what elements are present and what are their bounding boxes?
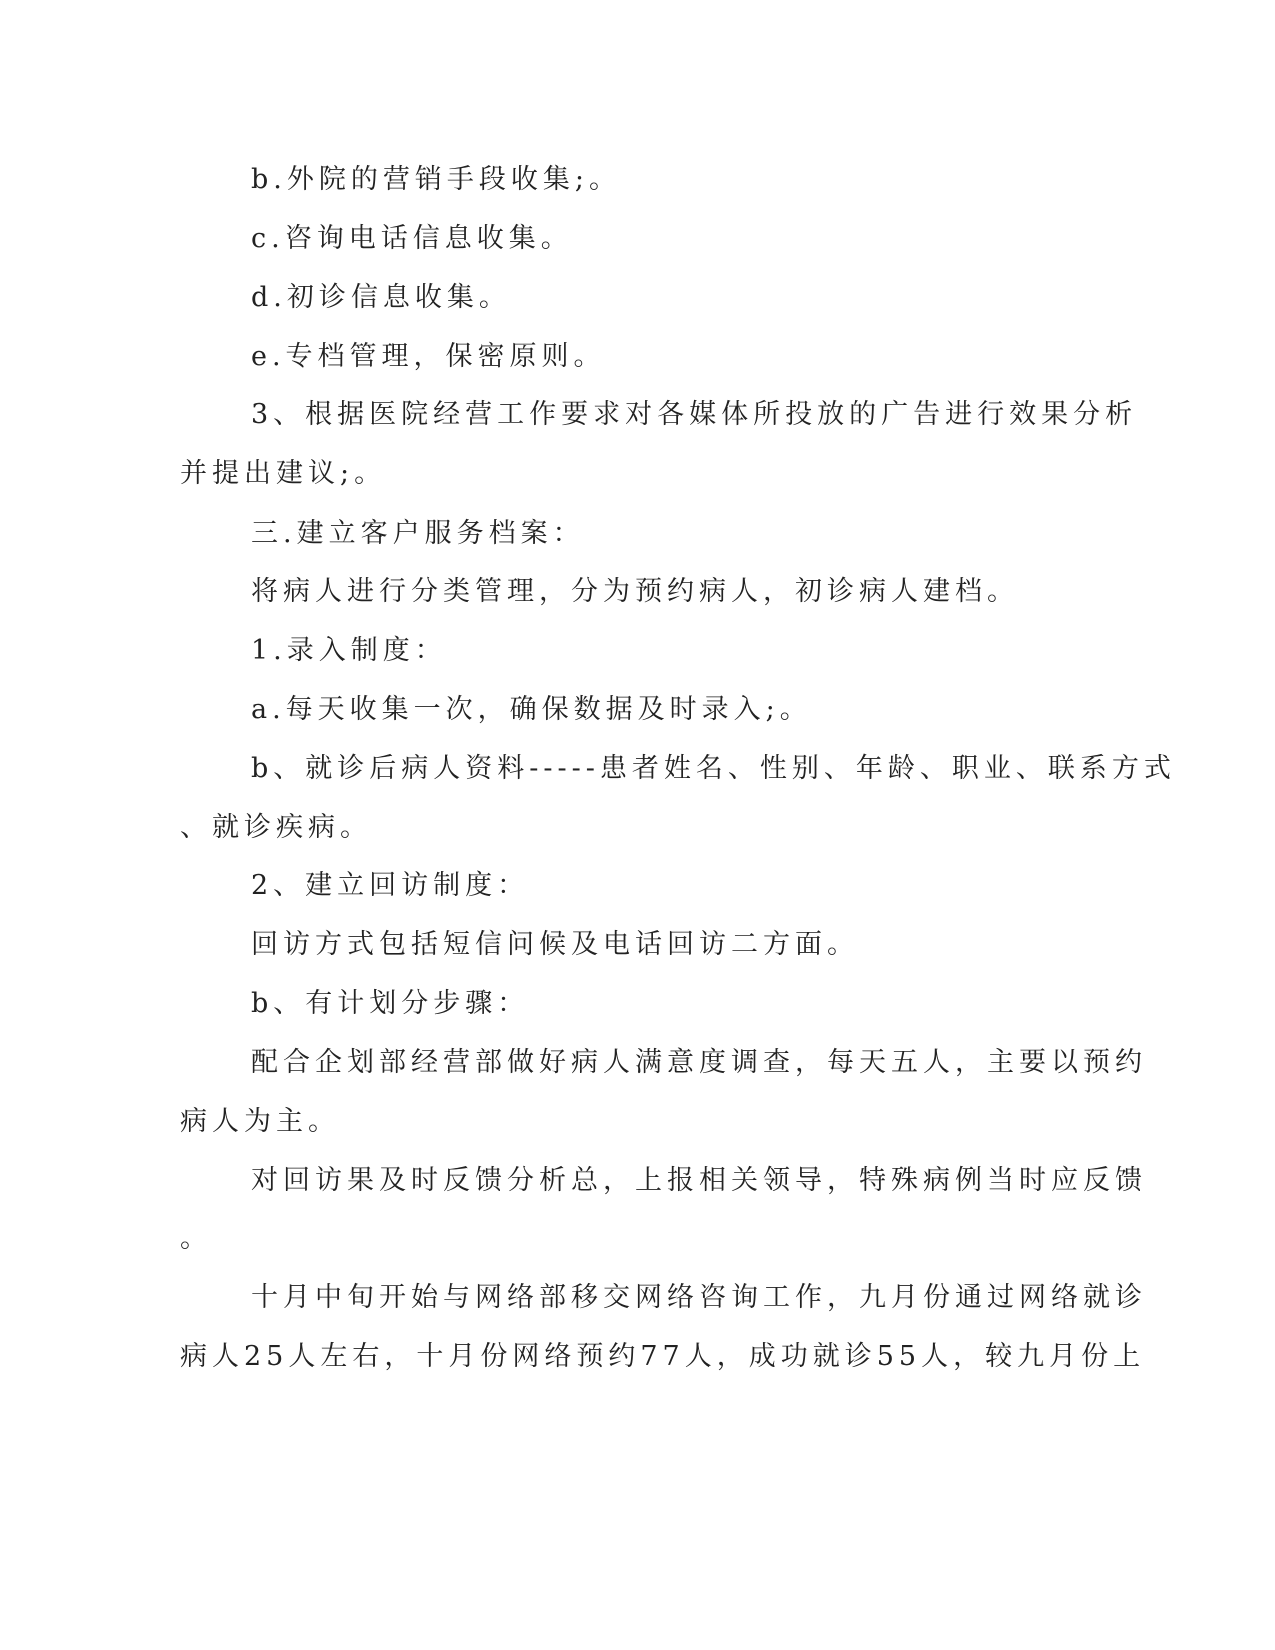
subsection-heading: 2、建立回访制度： (251, 870, 530, 901)
text-line: 3、根据医院经营工作要求对各媒体所投放的广告进行效果分析 (251, 399, 1138, 430)
text-line: 病人为主。 (180, 1106, 340, 1137)
text-line: 、就诊疾病。 (180, 812, 372, 843)
text-line: 回访方式包括短信问候及电话回访二方面。 (251, 929, 859, 960)
text-line: a.每天收集一次，确保数据及时录入;。 (251, 694, 812, 725)
text-line: 病人25人左右，十月份网络预约77人，成功就诊55人，较九月份上 (180, 1341, 1146, 1372)
text-line: 配合企划部经营部做好病人满意度调查，每天五人，主要以预约 (251, 1047, 1147, 1078)
section-heading: 三.建立客户服务档案： (251, 518, 585, 549)
text-line: b、有计划分步骤： (251, 988, 530, 1019)
text-line: 将病人进行分类管理，分为预约病人，初诊病人建档。 (251, 576, 1019, 607)
text-line: 对回访果及时反馈分析总，上报相关领导，特殊病例当时应反馈 (251, 1165, 1147, 1196)
text-line: b.外院的营销手段收集;。 (251, 164, 621, 195)
text-line: e.专档管理，保密原则。 (251, 341, 606, 372)
subsection-heading: 1.录入制度： (251, 635, 447, 666)
text-line: 十月中旬开始与网络部移交网络咨询工作，九月份通过网络就诊 (251, 1282, 1147, 1313)
text-line: d.初诊信息收集。 (251, 282, 511, 313)
text-line: 并提出建议;。 (180, 458, 387, 489)
text-line: b、就诊后病人资料-----患者姓名、性别、年龄、职业、联系方式 (251, 753, 1176, 784)
text-line: 。 (180, 1223, 212, 1254)
text-line: c.咨询电话信息收集。 (251, 223, 573, 254)
